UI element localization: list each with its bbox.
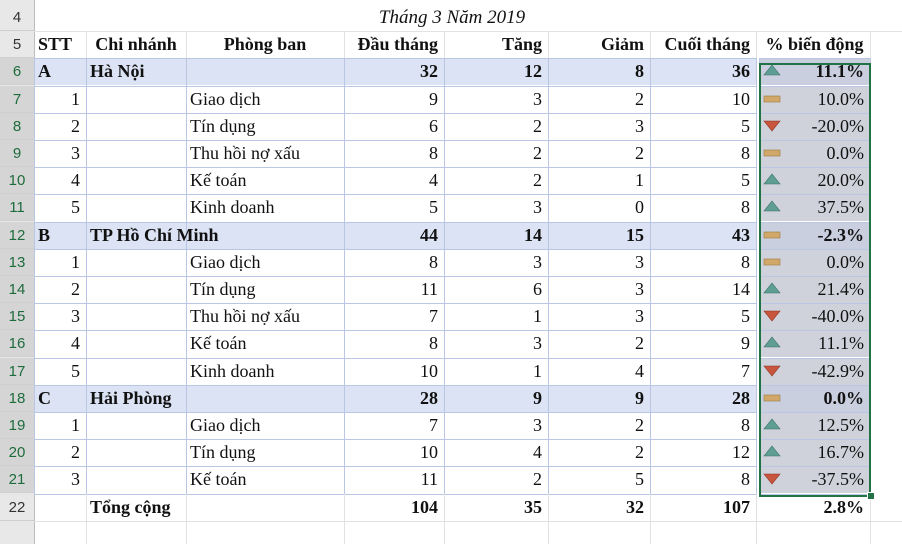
cell-dept[interactable]: Thu hồi nợ xấu <box>190 306 301 327</box>
cell-inc[interactable]: 9 <box>533 387 542 408</box>
cell-dec[interactable]: 5 <box>635 469 644 490</box>
cell-pct[interactable]: -37.5% <box>811 469 864 490</box>
cell-start[interactable]: 6 <box>429 115 438 136</box>
cell-end[interactable]: 5 <box>741 306 750 327</box>
cell-end[interactable]: 36 <box>732 61 750 82</box>
cell-stt[interactable]: 3 <box>71 469 80 490</box>
cell-dec[interactable]: 3 <box>635 115 644 136</box>
total-dec[interactable]: 32 <box>626 496 644 517</box>
cell-branch[interactable] <box>86 167 186 194</box>
cell-branch[interactable] <box>86 330 186 357</box>
cell-pct[interactable]: -42.9% <box>811 360 864 381</box>
cell-dept[interactable] <box>186 58 344 85</box>
cell-inc[interactable]: 3 <box>533 197 542 218</box>
cell-stt[interactable]: 1 <box>71 251 80 272</box>
cell-start[interactable]: 32 <box>420 61 438 82</box>
grid-line <box>870 494 871 544</box>
cell-end[interactable]: 5 <box>741 170 750 191</box>
total-end[interactable]: 107 <box>723 496 750 517</box>
header-dept[interactable]: Phòng ban <box>223 34 307 55</box>
cell-inc[interactable]: 3 <box>533 88 542 109</box>
cell-branch[interactable] <box>86 303 186 330</box>
cell-dec[interactable]: 2 <box>635 415 644 435</box>
row-number[interactable]: 11 <box>0 194 34 221</box>
cell-pct[interactable]: 11.1% <box>818 333 864 354</box>
row-number[interactable]: 16 <box>0 330 34 357</box>
grid-line <box>756 58 757 493</box>
header-pct[interactable]: % biến động <box>765 34 864 55</box>
cell-dept[interactable] <box>186 385 344 412</box>
cell-start[interactable]: 10 <box>420 360 438 381</box>
cell-inc[interactable]: 3 <box>533 415 542 435</box>
cell-branch[interactable] <box>86 194 186 221</box>
cell-inc[interactable]: 3 <box>533 333 542 354</box>
total-start[interactable]: 104 <box>411 496 438 517</box>
total-label[interactable]: Tổng cộng <box>90 496 171 517</box>
cell-start[interactable]: 8 <box>429 251 438 272</box>
cell-stt[interactable]: 1 <box>71 415 80 435</box>
cell-end[interactable]: 8 <box>741 469 750 490</box>
cell-stt[interactable]: 3 <box>71 306 80 327</box>
cell-inc[interactable]: 14 <box>524 224 542 245</box>
cell-dept[interactable]: Kế toán <box>190 333 247 354</box>
header-dec[interactable]: Giảm <box>601 34 644 55</box>
cell-pct[interactable]: -40.0% <box>811 306 864 327</box>
cell-end[interactable]: 14 <box>732 279 750 299</box>
cell-pct[interactable]: -2.3% <box>817 224 864 245</box>
cell-dept[interactable]: Thu hồi nợ xấu <box>190 143 301 163</box>
row-number[interactable]: 12 <box>0 222 34 249</box>
cell-dept[interactable]: Tín dụng <box>190 279 256 299</box>
row-number[interactable]: 19 <box>0 412 34 439</box>
cell-dec[interactable]: 2 <box>635 88 644 109</box>
total-inc[interactable]: 35 <box>524 496 542 517</box>
selection-range <box>759 63 871 497</box>
cell-dec[interactable]: 3 <box>635 306 644 327</box>
cell-start[interactable]: 4 <box>429 170 438 191</box>
row-number[interactable]: 7 <box>0 86 34 113</box>
grid-line <box>759 521 870 522</box>
cell-stt[interactable]: A <box>38 61 51 82</box>
cell-pct[interactable]: -20.0% <box>811 115 864 136</box>
row-number[interactable]: 21 <box>0 466 34 493</box>
cell-dept[interactable]: Kế toán <box>190 469 247 490</box>
cell-end[interactable]: 8 <box>741 415 750 435</box>
sheet-title[interactable]: Tháng 3 Năm 2019 <box>378 7 526 28</box>
cell-stt[interactable]: 5 <box>71 360 80 381</box>
cell-start[interactable]: 44 <box>420 224 438 245</box>
cell-start[interactable]: 10 <box>420 442 438 463</box>
cell-dept[interactable]: Kinh doanh <box>190 360 275 381</box>
header-end[interactable]: Cuối tháng <box>664 34 750 55</box>
row-number[interactable]: 9 <box>0 140 34 167</box>
cell-stt[interactable]: 5 <box>71 197 80 218</box>
cell-dept[interactable]: Kế toán <box>190 170 247 191</box>
header-start[interactable]: Đầu tháng <box>357 34 438 55</box>
cell-dec[interactable]: 3 <box>635 279 644 299</box>
cell-stt[interactable]: 2 <box>71 442 80 463</box>
cell-start[interactable]: 7 <box>429 306 438 327</box>
cell-dept[interactable] <box>186 222 344 249</box>
total-pct[interactable]: 2.8% <box>823 496 864 517</box>
cell-branch[interactable]: Hải Phòng <box>90 387 172 408</box>
cell-dec[interactable]: 2 <box>635 143 644 163</box>
cell-inc[interactable]: 4 <box>533 442 542 463</box>
row-number[interactable]: 18 <box>0 385 34 412</box>
cell-pct[interactable]: 0.0% <box>826 143 864 163</box>
cell-start[interactable]: 28 <box>420 387 438 408</box>
cell-end[interactable]: 8 <box>741 143 750 163</box>
cell-end[interactable]: 8 <box>741 251 750 272</box>
cell-stt[interactable]: 1 <box>71 88 80 109</box>
cell-start[interactable]: 11 <box>420 279 438 299</box>
cell-pct[interactable]: 0.0% <box>826 251 864 272</box>
row-number[interactable]: 15 <box>0 303 34 330</box>
cell-pct[interactable]: 12.5% <box>817 415 864 435</box>
row-number[interactable]: 5 <box>0 31 34 58</box>
cell-dec[interactable]: 8 <box>635 61 644 82</box>
cell-start[interactable]: 8 <box>429 333 438 354</box>
cell-branch[interactable] <box>86 249 186 276</box>
cell-branch[interactable] <box>86 113 186 140</box>
cell-end[interactable]: 5 <box>741 115 750 136</box>
grid-line <box>756 494 757 544</box>
cell-stt[interactable]: 2 <box>71 115 80 136</box>
fill-handle[interactable] <box>867 492 875 500</box>
cell-end[interactable]: 28 <box>732 387 750 408</box>
cell-dept[interactable]: Giao dịch <box>190 88 261 109</box>
row-number[interactable]: 6 <box>0 58 34 85</box>
cell-branch[interactable] <box>86 439 186 466</box>
cell-stt[interactable]: B <box>38 224 51 245</box>
cell-dept[interactable]: Giao dịch <box>190 415 261 435</box>
cell-pct[interactable]: 20.0% <box>817 170 864 191</box>
row-number[interactable]: 13 <box>0 249 34 276</box>
grid-line <box>756 31 757 58</box>
cell-stt[interactable]: C <box>38 387 51 408</box>
cell-pct[interactable]: 10.0% <box>817 88 864 109</box>
cell-end[interactable]: 12 <box>732 442 750 463</box>
cell-start[interactable]: 5 <box>429 197 438 218</box>
cell-pct[interactable]: 0.0% <box>823 387 864 408</box>
cell-end[interactable]: 8 <box>741 197 750 218</box>
cell-inc[interactable]: 2 <box>533 469 542 490</box>
cell-stt[interactable]: 4 <box>71 333 80 354</box>
cell-inc[interactable]: 2 <box>533 170 542 191</box>
row-number[interactable]: 22 <box>0 494 34 521</box>
cell-dec[interactable]: 0 <box>635 197 644 218</box>
cell-stt[interactable]: 2 <box>71 279 80 299</box>
cell-branch[interactable] <box>86 466 186 493</box>
cell-dec[interactable]: 2 <box>635 333 644 354</box>
cell-dept[interactable]: Tín dụng <box>190 442 256 463</box>
cell-start[interactable]: 9 <box>429 88 438 109</box>
cell-end[interactable]: 43 <box>732 224 750 245</box>
cell-pct[interactable]: 37.5% <box>817 197 864 218</box>
cell-start[interactable]: 7 <box>429 415 438 435</box>
cell-pct[interactable]: 11.1% <box>815 61 864 82</box>
row-number[interactable]: 10 <box>0 167 34 194</box>
cell-branch[interactable] <box>86 86 186 113</box>
row-number[interactable]: 17 <box>0 358 34 385</box>
cell-end[interactable]: 7 <box>741 360 750 381</box>
cell-end[interactable]: 10 <box>732 88 750 109</box>
cell-inc[interactable]: 2 <box>533 115 542 136</box>
cell-inc[interactable]: 6 <box>533 279 542 299</box>
cell-start[interactable]: 8 <box>429 143 438 163</box>
cell-end[interactable]: 9 <box>741 333 750 354</box>
cell-inc[interactable]: 2 <box>533 143 542 163</box>
cell-branch[interactable] <box>86 140 186 167</box>
cell-stt[interactable]: 4 <box>71 170 80 191</box>
cell-inc[interactable]: 3 <box>533 251 542 272</box>
cell-dec[interactable]: 9 <box>635 387 644 408</box>
cell-dec[interactable]: 1 <box>635 170 644 191</box>
cell-inc[interactable]: 1 <box>533 306 542 327</box>
cell-pct[interactable]: 16.7% <box>817 442 864 463</box>
cell-branch[interactable] <box>86 276 186 303</box>
header-inc[interactable]: Tăng <box>501 34 542 55</box>
cell-inc[interactable]: 1 <box>533 360 542 381</box>
cell-branch[interactable] <box>86 412 186 439</box>
header-stt[interactable]: STT <box>38 34 73 55</box>
cell-pct[interactable]: 21.4% <box>817 279 864 299</box>
cell-branch[interactable] <box>86 358 186 385</box>
cell-dec[interactable]: 15 <box>626 224 644 245</box>
cell-start[interactable]: 11 <box>420 469 438 490</box>
row-number[interactable]: 20 <box>0 439 34 466</box>
cell-stt[interactable]: 3 <box>71 143 80 163</box>
cell-dec[interactable]: 2 <box>635 442 644 463</box>
header-branch[interactable]: Chi nhánh <box>95 34 177 55</box>
cell-dept[interactable]: Giao dịch <box>190 251 261 272</box>
cell-dept[interactable]: Tín dụng <box>190 115 256 136</box>
cell-branch[interactable]: TP Hồ Chí Minh <box>90 224 219 245</box>
cell-dec[interactable]: 4 <box>635 360 644 381</box>
grid-line <box>870 31 871 58</box>
cell-branch[interactable]: Hà Nội <box>90 61 145 82</box>
row-number[interactable]: 14 <box>0 276 34 303</box>
row-number[interactable]: 4 <box>0 4 34 31</box>
row-number[interactable]: 8 <box>0 113 34 140</box>
cell-dec[interactable]: 3 <box>635 251 644 272</box>
cell-dept[interactable]: Kinh doanh <box>190 197 275 218</box>
cell-inc[interactable]: 12 <box>524 61 542 82</box>
